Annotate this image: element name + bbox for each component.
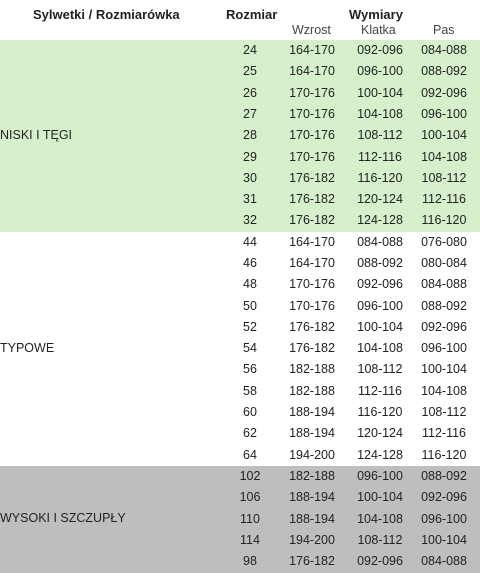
height-cell: 194-200 — [289, 532, 335, 547]
height-cell: 188-194 — [289, 426, 335, 441]
size-cell: 32 — [243, 213, 257, 228]
subheader-wzrost: Wzrost — [292, 23, 331, 37]
height-cell: 182-188 — [289, 469, 335, 483]
waist-cell: 104-108 — [421, 149, 467, 164]
waist-cell: 100-104 — [421, 128, 467, 143]
table-row — [0, 83, 480, 104]
size-cell: 110 — [240, 511, 260, 526]
height-cell: 194-200 — [289, 447, 335, 462]
size-cell: 60 — [243, 405, 257, 420]
height-cell: 176-182 — [289, 192, 335, 207]
size-cell: 64 — [243, 447, 257, 462]
table-row — [0, 147, 480, 168]
size-cell: 44 — [243, 234, 257, 249]
size-cell: 56 — [243, 362, 257, 377]
waist-cell: 088-092 — [421, 64, 467, 79]
subheader-pas: Pas — [433, 23, 455, 37]
waist-cell: 096-100 — [421, 511, 467, 526]
height-cell: 176-182 — [289, 554, 335, 569]
table-row — [0, 402, 480, 423]
header-rozmiar: Rozmiar — [226, 7, 278, 22]
size-cell: 24 — [243, 43, 257, 57]
height-cell: 176-182 — [289, 213, 335, 228]
height-cell: 170-176 — [289, 277, 335, 292]
waist-cell: 116-120 — [421, 447, 467, 462]
subheader-klatka: Klatka — [361, 23, 396, 37]
waist-cell: 088-092 — [421, 298, 467, 313]
height-cell: 182-188 — [289, 383, 335, 398]
height-cell: 188-194 — [289, 490, 335, 505]
chest-cell: 112-116 — [357, 383, 403, 398]
table-row — [0, 551, 480, 572]
table-row — [0, 466, 480, 487]
waist-cell: 108-112 — [421, 170, 467, 185]
table-row — [0, 530, 480, 551]
chest-cell: 100-104 — [357, 319, 403, 334]
group-block — [0, 232, 480, 466]
chest-cell: 124-128 — [357, 447, 403, 462]
waist-cell: 096-100 — [421, 341, 467, 356]
table-row — [0, 445, 480, 466]
waist-cell: 080-084 — [421, 255, 467, 270]
size-cell: 54 — [243, 341, 257, 356]
chest-cell: 096-100 — [357, 64, 403, 79]
chest-cell: 096-100 — [357, 469, 403, 483]
height-cell: 170-176 — [289, 106, 335, 121]
waist-cell: 108-112 — [421, 405, 467, 420]
header-wymiary: Wymiary — [349, 7, 403, 22]
chest-cell: 092-096 — [357, 43, 403, 57]
height-cell: 188-194 — [289, 511, 335, 526]
size-cell: 28 — [243, 128, 257, 143]
size-cell: 98 — [243, 554, 257, 569]
height-cell: 176-182 — [289, 319, 335, 334]
table-row — [0, 40, 480, 61]
header-sylwetki: Sylwetki / Rozmiarówka — [33, 7, 180, 22]
height-cell: 176-182 — [289, 341, 335, 356]
table-row — [0, 423, 480, 444]
waist-cell: 088-092 — [421, 469, 467, 483]
size-cell: 29 — [243, 149, 257, 164]
height-cell: 164-170 — [289, 64, 335, 79]
table-row — [0, 125, 480, 146]
chest-cell: 112-116 — [357, 149, 403, 164]
chest-cell: 120-124 — [357, 426, 403, 441]
table-row — [0, 487, 480, 508]
size-cell: 46 — [243, 255, 257, 270]
height-cell: 164-170 — [289, 255, 335, 270]
waist-cell: 100-104 — [421, 362, 467, 377]
size-cell: 48 — [243, 277, 257, 292]
table-row — [0, 274, 480, 295]
chest-cell: 116-120 — [357, 405, 403, 420]
table-row — [0, 338, 480, 359]
group-block — [0, 40, 480, 232]
group-label: NISKI I TĘGI — [0, 127, 73, 142]
chest-cell: 108-112 — [357, 532, 403, 547]
waist-cell: 092-096 — [421, 319, 467, 334]
waist-cell: 092-096 — [421, 85, 467, 100]
chest-cell: 124-128 — [357, 213, 403, 228]
height-cell: 164-170 — [289, 234, 335, 249]
table-row — [0, 359, 480, 380]
size-cell: 30 — [243, 170, 257, 185]
height-cell: 164-170 — [289, 43, 335, 57]
chest-cell: 092-096 — [357, 554, 403, 569]
table-row — [0, 253, 480, 274]
waist-cell: 112-116 — [421, 192, 467, 207]
table-row — [0, 232, 480, 253]
size-cell: 52 — [243, 319, 257, 334]
height-cell: 170-176 — [289, 149, 335, 164]
size-cell: 58 — [243, 383, 257, 398]
size-cell: 25 — [243, 64, 257, 79]
group-label: TYPOWE — [0, 340, 55, 355]
height-cell: 170-176 — [289, 298, 335, 313]
chest-cell: 108-112 — [357, 128, 403, 143]
size-cell: 27 — [243, 106, 257, 121]
waist-cell: 100-104 — [421, 532, 467, 547]
height-cell: 188-194 — [289, 405, 335, 420]
table-row — [0, 189, 480, 210]
chest-cell: 084-088 — [357, 234, 403, 249]
chest-cell: 104-108 — [357, 106, 403, 121]
table-row — [0, 210, 480, 231]
group-label: WYSOKI I SZCZUPŁY — [0, 511, 126, 526]
chest-cell: 096-100 — [357, 298, 403, 313]
table-row — [0, 296, 480, 317]
waist-cell: 084-088 — [421, 277, 467, 292]
waist-cell: 084-088 — [421, 43, 467, 57]
size-cell: 106 — [239, 490, 261, 505]
chest-cell: 116-120 — [357, 170, 403, 185]
size-cell: 31 — [243, 192, 257, 207]
table-row — [0, 104, 480, 125]
chest-cell: 092-096 — [357, 277, 403, 292]
table-row — [0, 168, 480, 189]
height-cell: 176-182 — [289, 170, 335, 185]
size-cell: 114 — [240, 532, 260, 547]
waist-cell: 104-108 — [421, 383, 467, 398]
waist-cell: 076-080 — [421, 234, 467, 249]
size-cell: 26 — [243, 85, 257, 100]
chest-cell: 088-092 — [357, 255, 403, 270]
waist-cell: 092-096 — [421, 490, 467, 505]
waist-cell: 084-088 — [421, 554, 467, 569]
chest-cell: 100-104 — [357, 490, 403, 505]
waist-cell: 112-116 — [421, 426, 467, 441]
table-row — [0, 509, 480, 530]
table-row — [0, 61, 480, 82]
chest-cell: 104-108 — [357, 341, 403, 356]
chest-cell: 120-124 — [357, 192, 403, 207]
chest-cell: 100-104 — [357, 85, 403, 100]
table-row — [0, 381, 480, 402]
chest-cell: 108-112 — [357, 362, 403, 377]
height-cell: 170-176 — [289, 85, 335, 100]
waist-cell: 096-100 — [421, 106, 467, 121]
chest-cell: 104-108 — [357, 511, 403, 526]
group-block — [0, 466, 480, 573]
height-cell: 182-188 — [289, 362, 335, 377]
height-cell: 170-176 — [289, 128, 335, 143]
size-cell: 50 — [243, 298, 257, 313]
table-row — [0, 317, 480, 338]
waist-cell: 116-120 — [421, 213, 467, 228]
size-cell: 62 — [243, 426, 257, 441]
size-cell: 102 — [239, 469, 261, 483]
